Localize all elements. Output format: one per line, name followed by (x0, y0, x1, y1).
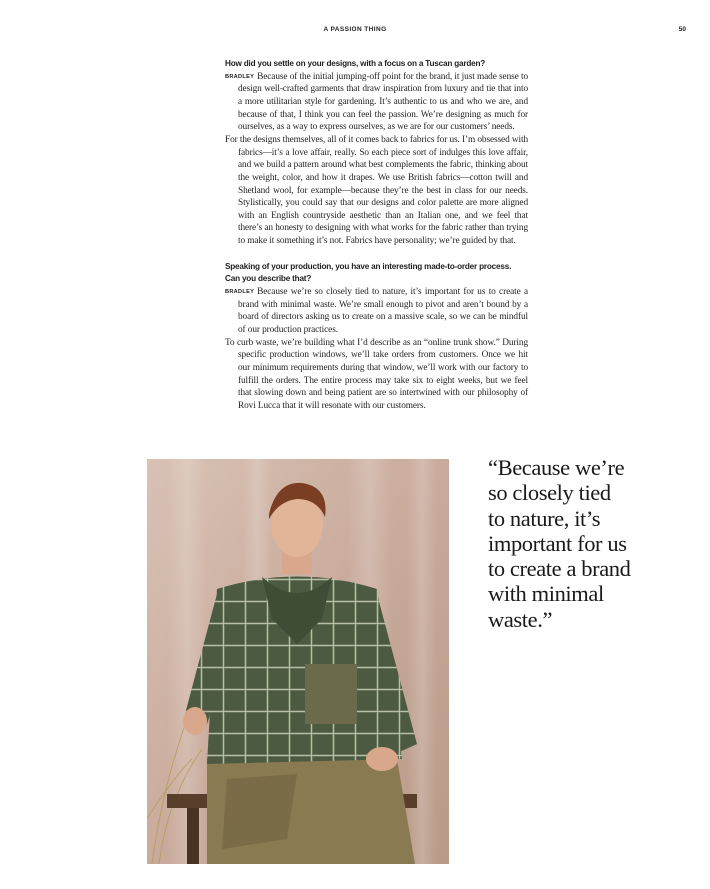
model-photo (147, 459, 449, 864)
speaker-label: BRADLEY (225, 73, 255, 80)
speaker-label: BRADLEY (225, 288, 255, 295)
page-number: 50 (678, 26, 686, 33)
pull-quote-line: to create a brand (488, 556, 631, 582)
pull-quote-line: “Because we’re (488, 455, 625, 480)
pull-quote-line: with minimal (488, 581, 604, 607)
pull-quote-line: waste.” (488, 606, 553, 632)
answer-paragraph: To curb waste, we’re building what I’d describe as an “online trunk show.” During specific production windows, we’ll take orders from customers. Once we hit our minimum requirements during that window, we’ll work with our factory to fulfill the orders. The entire process may take six to eight weeks, but we feel that slowing down and being patient are so intertwined with our philosophy of Rovi Lucca that it will resonate with our customers. (225, 337, 528, 411)
photo-illustration (147, 459, 449, 864)
answer-paragraph: For the designs themselves, all of it comes back to fabrics for us. I’m obsessed with fabrics—it’s a love affair, really. So each piece sort of indulges this love affair, and we build a pattern around what best complements the fabric, thinking about the weight, color, and how it drapes. We use British fabrics—cotton twill and Shetland wool, for example—because they’re the best in class for our needs. Stylistically, you could say that our designs and color palette are more aligned with an English countryside aesthetic than an Italian one, and we feel that there’s an honesty to designing with what works for the fabric rather than trying to make it something it’s not. Fabrics have personality; we’re guided by that. (225, 134, 528, 247)
question-production (225, 261, 528, 286)
question-line: Can you describe that? (225, 274, 312, 284)
running-title: A PASSION THING (323, 26, 387, 33)
pull-quote (488, 455, 698, 632)
interview-article (225, 58, 528, 413)
answer-paragraph (225, 71, 528, 134)
pull-quote-line: to nature, it’s (488, 505, 601, 531)
question-designs: How did you settle on your designs, with a focus on a Tuscan garden? (225, 59, 486, 68)
pull-quote-line: important for us (488, 530, 627, 556)
answer-paragraph (225, 286, 528, 337)
answer-text: Because of the initial jumping-off point for the brand, it just made sense to design well-crafted garments that draw inspiration from luxury and tie that into a more utilitarian style for gardening. It’s authentic to us and who we are, and because of that, I think you can feel the passion. We’re designing as much for ourselves, as a way to express ourselves, as we are for our customers’ needs. (238, 71, 528, 133)
pull-quote-line: so closely tied (488, 480, 611, 506)
question-line: Speaking of your production, you have an interesting made-to-order process. (225, 261, 512, 271)
answer-text: Because we’re so closely tied to nature, it’s important for us to create a brand with minimal waste. We’re small enough to pivot and aren’t bound by a board of directors asking us to create on a massive scale, so we can be mindful of our production practices. (238, 286, 528, 335)
